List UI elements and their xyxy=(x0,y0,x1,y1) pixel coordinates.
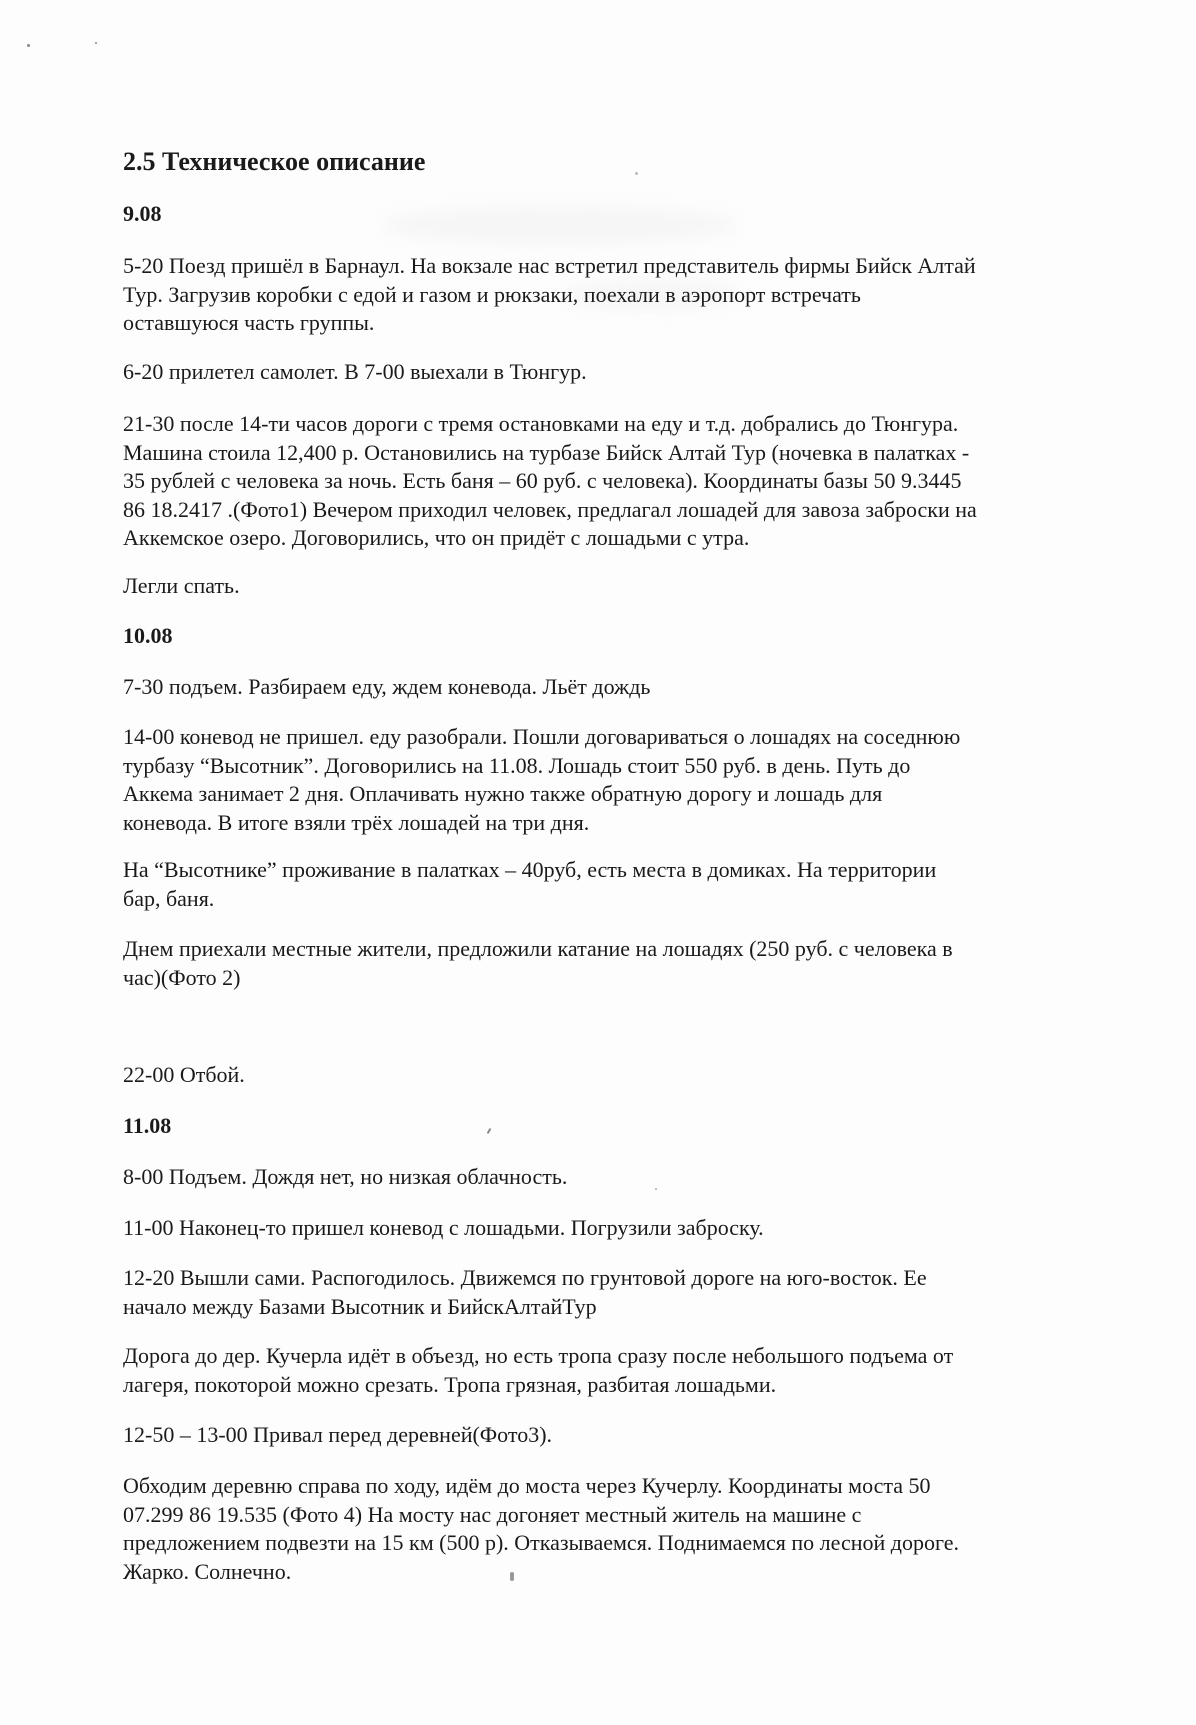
text-line: оставшуюся часть группы. xyxy=(123,310,375,335)
text-line: лагеря, покоторой можно срезать. Тропа грязная, разбитая лошадьми. xyxy=(123,1371,777,1397)
paragraph xyxy=(123,358,1083,387)
text-line: 35 рублей с человека за ночь. Есть баня – 60 руб. с человека). Координаты базы 50 9.3445 xyxy=(123,468,962,493)
date-heading: 9.08 xyxy=(123,201,162,226)
paragraph xyxy=(123,856,1083,913)
paragraph xyxy=(123,1472,1083,1586)
paragraph xyxy=(123,1061,1083,1090)
paragraph xyxy=(123,1264,1083,1321)
paragraph xyxy=(123,1214,1083,1243)
text-line: 12-50 – 13-00 Привал перед деревней(Фото3). xyxy=(123,1422,553,1447)
text-line: 8-00 Подъем. Дождя нет, но низкая облачность. xyxy=(123,1164,568,1189)
text-line: Аккемское озеро. Договорились, что он придёт с лошадьми с утра. xyxy=(123,525,750,550)
text-line: 22-00 Отбой. xyxy=(123,1062,245,1087)
paragraph xyxy=(123,252,1083,338)
text-line: Тур. Загрузив коробки с едой и газом и рюкзаки, поехали в аэропорт встречать xyxy=(123,281,861,307)
date-heading: 10.08 xyxy=(123,623,173,648)
text-line: Машина стоила 12,400 р. Остановились на турбазе Бийск Алтай Тур (ночевка в палатках - xyxy=(123,439,970,465)
text-line: Легли спать. xyxy=(123,573,240,598)
text-line: 5-20 Поезд пришёл в Барнаул. На вокзале нас встретил представитель фирмы Бийск Алтай xyxy=(123,253,976,278)
text-line: Днем приехали местные жители, предложили катание на лошадях (250 руб. с человека в xyxy=(123,936,953,961)
paragraph xyxy=(123,410,1083,553)
text-line: Обходим деревню справа по ходу, идём до моста через Кучерлу. Координаты моста 50 xyxy=(123,1473,931,1498)
text-line: коневода. В итоге взяли трёх лошадей на три дня. xyxy=(123,809,590,835)
text-line: Дорога до дер. Кучерла идёт в объезд, но есть тропа сразу после небольшого подъема от xyxy=(123,1343,954,1368)
text-line: На “Высотнике” проживание в палатках – 40руб, есть места в домиках. На территории xyxy=(123,857,937,882)
text-line: 11-00 Наконец-то пришел коневод с лошадьми. Погрузили заброску. xyxy=(123,1215,764,1240)
scan-speck xyxy=(27,44,30,47)
paragraph xyxy=(123,935,1083,992)
text-line: 86 18.2417 .(Фото1) Вечером приходил человек, предлагал лошадей для завоза заброски на xyxy=(123,496,977,522)
date-heading: 11.08 xyxy=(123,1113,172,1138)
text-line: предложением подвезти на 15 км (500 р). Отказываемся. Поднимаемся по лесной дороге. xyxy=(123,1530,959,1555)
text-line: 12-20 Вышли сами. Распогодилось. Движемся по грунтовой дороге на юго-восток. Ее xyxy=(123,1265,927,1290)
text-line: 14-00 коневод не пришел. еду разобрали. Пошли договариваться о лошадях на соседнюю xyxy=(123,724,961,749)
text-line: турбазу “Высотник”. Договорились на 11.08. Лошадь стоит 550 руб. в день. Путь до xyxy=(123,752,911,778)
paragraph xyxy=(123,1163,1083,1192)
text-line: 7-30 подъем. Разбираем еду, ждем коневода. Льёт дождь xyxy=(123,674,651,699)
text-line: Аккема занимает 2 дня. Оплачивать нужно также обратную дорогу и лошадь для xyxy=(123,781,883,806)
text-line: Жарко. Солнечно. xyxy=(123,1558,292,1584)
scan-speck xyxy=(95,42,97,44)
text-line: 6-20 прилетел самолет. В 7-00 выехали в Тюнгур. xyxy=(123,359,587,384)
text-line: 07.299 86 19.535 (Фото 4) На мосту нас догоняет местный житель на машине с xyxy=(123,1501,862,1527)
text-line: 21-30 после 14-ти часов дороги с тремя остановками на еду и т.д. добрались до Тюнгура. xyxy=(123,411,959,436)
text-line: начало между Базами Высотник и БийскАлтайТур xyxy=(123,1293,597,1319)
text-line: бар, баня. xyxy=(123,885,215,911)
paragraph xyxy=(123,572,1083,601)
paragraph xyxy=(123,1342,1083,1399)
paragraph xyxy=(123,723,1083,837)
text-line: час)(Фото 2) xyxy=(123,964,241,990)
paragraph xyxy=(123,1421,1083,1450)
paragraph xyxy=(123,673,1083,702)
section-title: 2.5 Техническое описание xyxy=(123,147,426,176)
